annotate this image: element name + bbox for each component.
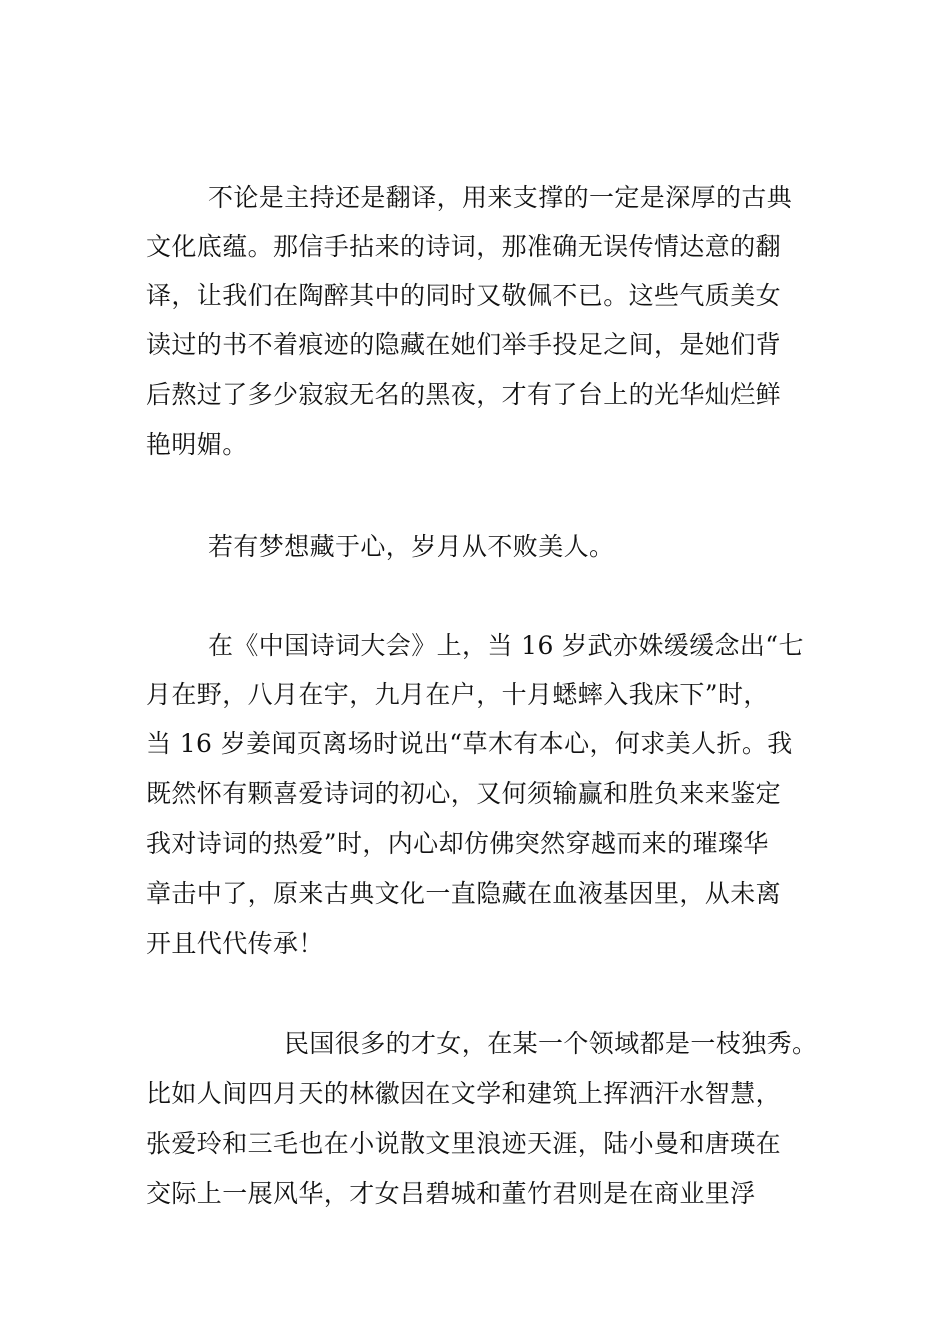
paragraph-1-line-2: 文化底蕴。那信手拈来的诗词，那准确无误传情达意的翻 [146,232,782,261]
paragraph-3-line-5: 我对诗词的热爱”时，内心却仿佛突然穿越而来的璀璨华 [146,829,769,858]
paragraph-4-line-1: 民国很多的才女，在某一个领域都是一枝独秀。 [284,1029,818,1058]
paragraph-1-line-3: 译，让我们在陶醉其中的同时又敬佩不已。这些气质美女 [146,281,782,310]
paragraph-1-line-6: 艳明媚。 [146,430,248,459]
paragraph-3-line-4: 既然怀有颗喜爱诗词的初心，又何须输赢和胜负来来鉴定 [146,779,782,808]
paragraph-1-line-4: 读过的书不着痕迹的隐藏在她们举手投足之间，是她们背 [146,330,782,359]
paragraph-3-line-2: 月在野，八月在宇，九月在户，十月蟋蟀入我床下”时， [146,680,769,709]
paragraph-4-line-2: 比如人间四月天的林徽因在文学和建筑上挥洒汗水智慧， [146,1079,782,1108]
paragraph-3-line-1: 在《中国诗词大会》上，当 16 岁武亦姝缓缓念出“七 [208,631,804,660]
paragraph-3-line-7: 开且代代传承！ [146,929,324,958]
paragraph-4-line-3: 张爱玲和三毛也在小说散文里浪迹天涯，陆小曼和唐瑛在 [146,1129,782,1158]
paragraph-1-line-5: 后熬过了多少寂寂无名的黑夜，才有了台上的光华灿烂鲜 [146,380,782,409]
paragraph-2-line-1: 若有梦想藏于心，岁月从不败美人。 [208,532,615,561]
paragraph-3-line-3: 当 16 岁姜闻页离场时说出“草木有本心，何求美人折。我 [146,729,793,758]
paragraph-4-line-4: 交际上一展风华，才女吕碧城和董竹君则是在商业里浮 [146,1179,756,1208]
paragraph-1-line-1: 不论是主持还是翻译，用来支撑的一定是深厚的古典 [208,183,793,212]
paragraph-3-line-6: 章击中了，原来古典文化一直隐藏在血液基因里，从未离 [146,879,782,908]
